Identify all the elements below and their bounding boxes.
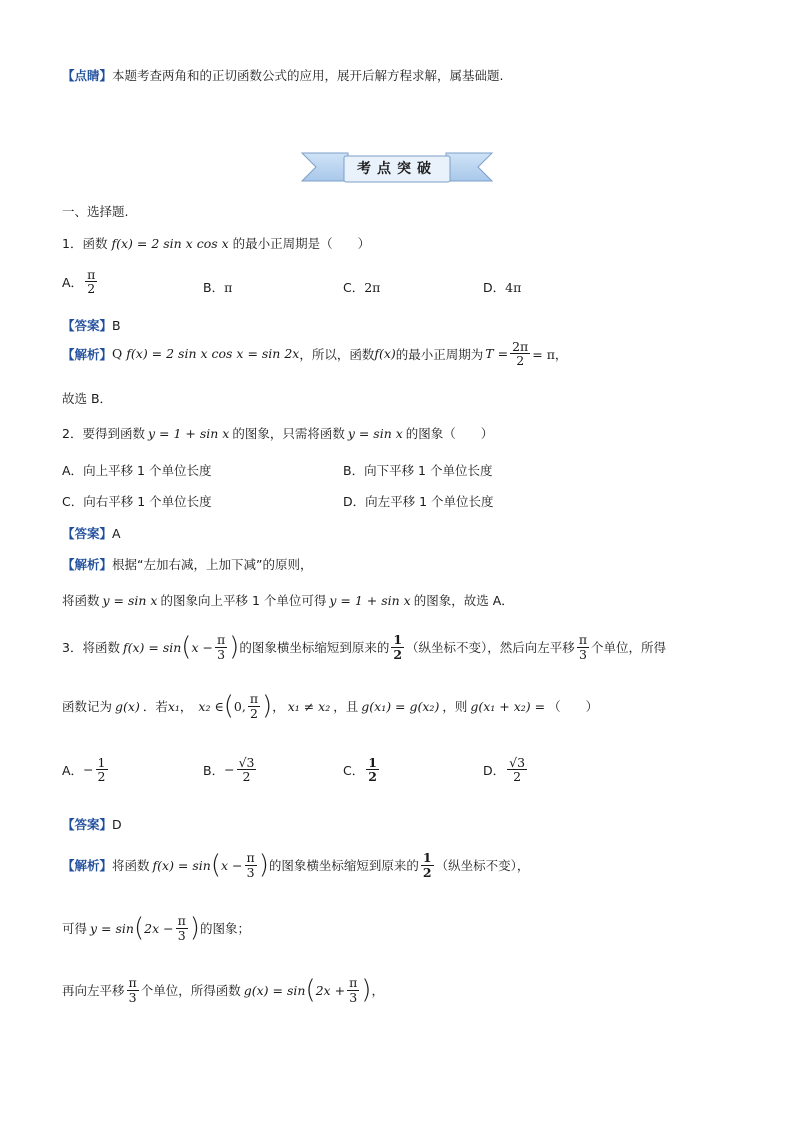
q3-option-b: B． − $\frac{√3}{2}$ (203, 755, 255, 785)
q1-option-c-label: C． (343, 280, 365, 295)
answer-tag: 【答案】 (62, 318, 113, 333)
q1-stem (62, 234, 370, 252)
q3-option-a: A． − $\frac{1}{2}$ (62, 755, 106, 785)
q3-analysis-line3: 再向左平移 $\frac{\pi}{3}$ 个单位，所得函数 g(x) = sin ( 2x + $\frac{\pi}{3}$ ) ， (62, 975, 384, 1005)
q1-expr: f(x) = 2 sin x cos x (111, 235, 229, 251)
review-text: 本题考查两角和的正切函数公式的应用，展开后解方程求解，属基础题. (112, 68, 504, 83)
q1-analysis-mid2: 的最小正周期为 (395, 346, 484, 362)
q1-option-a-label: A． (62, 274, 84, 290)
q1-analysis-frac: $\frac{2\pi}{2}$ (512, 339, 529, 369)
q1-option-d-value: 4π (505, 279, 522, 295)
q1-answer (62, 316, 121, 334)
q2-pre: 要得到函数 (82, 426, 145, 441)
review-note (62, 66, 504, 84)
q2-analysis-line2: 将函数 y = sin x 的图象向上平移 1 个单位可得 y = 1 + sin x 的图象，故选 A． (62, 592, 514, 608)
q1-option-b (203, 278, 232, 296)
q1-pre: 函数 (82, 236, 108, 251)
q1-analysis-q: Q (112, 346, 123, 362)
q2-option-d: D．向左平移 1 个单位长度 (343, 494, 494, 509)
q1-analysis-fx: f(x) (374, 346, 396, 362)
q1-option-c (343, 278, 380, 296)
q2-post: 的图象（ ） (405, 426, 494, 441)
q1-analysis (62, 340, 567, 367)
q1-analysis-T: T = (485, 346, 509, 362)
q1-analysis-tail: = π， (532, 346, 568, 362)
q2-analysis-line1: 【解析】根据“左加右减，上加下减”的原则， (62, 557, 313, 572)
q1-option-d (483, 278, 521, 296)
q3-analysis-line1: 【解析】 将函数 f(x) = sin ( x − $\frac{\pi}{3}$ ) 的图象横坐标缩短到原来的 $\frac{1}{2}$ （纵坐标不变）， (62, 850, 530, 880)
q1-option-a-frac: $\frac{\pi}{2}$ (87, 267, 96, 297)
q2-mid: 的图象，只需将函数 (232, 426, 345, 441)
q1-option-b-value: π (224, 279, 233, 295)
q2-stem (62, 424, 493, 442)
q2-option-c: C．向右平移 1 个单位长度 (62, 494, 212, 509)
banner-title: 考点突破 (357, 161, 437, 177)
q1-number: 1． (62, 236, 83, 251)
q3-analysis-line2: 可得 y = sin ( 2x − $\frac{\pi}{3}$ ) 的图象； (62, 913, 250, 943)
q2-option-a: A．向上平移 1 个单位长度 (62, 463, 212, 478)
q3-option-c: C． $\frac{1}{2}$ (343, 755, 377, 785)
q1-conclusion: 故选 B． (62, 391, 113, 406)
analysis-tag: 【解析】 (62, 346, 113, 362)
q3-stem-line2: 函数记为 g(x) ．若 x₁ ， x₂ ∈ ( 0, $\frac{\pi}{2}$ ) ， x₁ ≠ x₂ ，且 g(x₁) = g(x₂) ，则 g(x₁ + x₂) = （ ） (62, 691, 599, 721)
q3-stem-line1: 3． 将函数 f(x) = sin ( x − $\frac{\pi}{3}$ ) 的图象横坐标缩短到原来的 $\frac{1}{2}$ （纵坐标不变），然后向左平移 $\frac{\pi}{3}$ 个单位，所得 (62, 632, 667, 662)
q3-option-d: D． $\frac{√3}{2}$ (483, 755, 526, 785)
section-heading: 一、选择题. (62, 204, 129, 219)
q2-option-b: B．向下平移 1 个单位长度 (343, 463, 493, 478)
q1-option-d-label: D． (483, 280, 506, 295)
q2-answer: 【答案】A (62, 526, 121, 541)
q1-option-a (62, 268, 99, 295)
section-banner (300, 150, 494, 186)
q2-number: 2． (62, 426, 83, 441)
q3-answer: 【答案】D (62, 817, 122, 832)
q1-analysis-expr: f(x) = 2 sin x cos x = sin 2x (126, 346, 300, 362)
q1-option-b-label: B． (203, 280, 225, 295)
review-tag: 【点睛】 (62, 68, 113, 83)
q2-expr1: y = 1 + sin x (147, 425, 230, 441)
q1-analysis-mid: ，所以，函数 (299, 346, 375, 362)
q2-expr2: y = sin x (347, 425, 403, 441)
q1-post: 的最小正周期是（ ） (232, 236, 371, 251)
q1-answer-value: B (112, 318, 121, 333)
q1-option-c-value: 2π (364, 279, 381, 295)
